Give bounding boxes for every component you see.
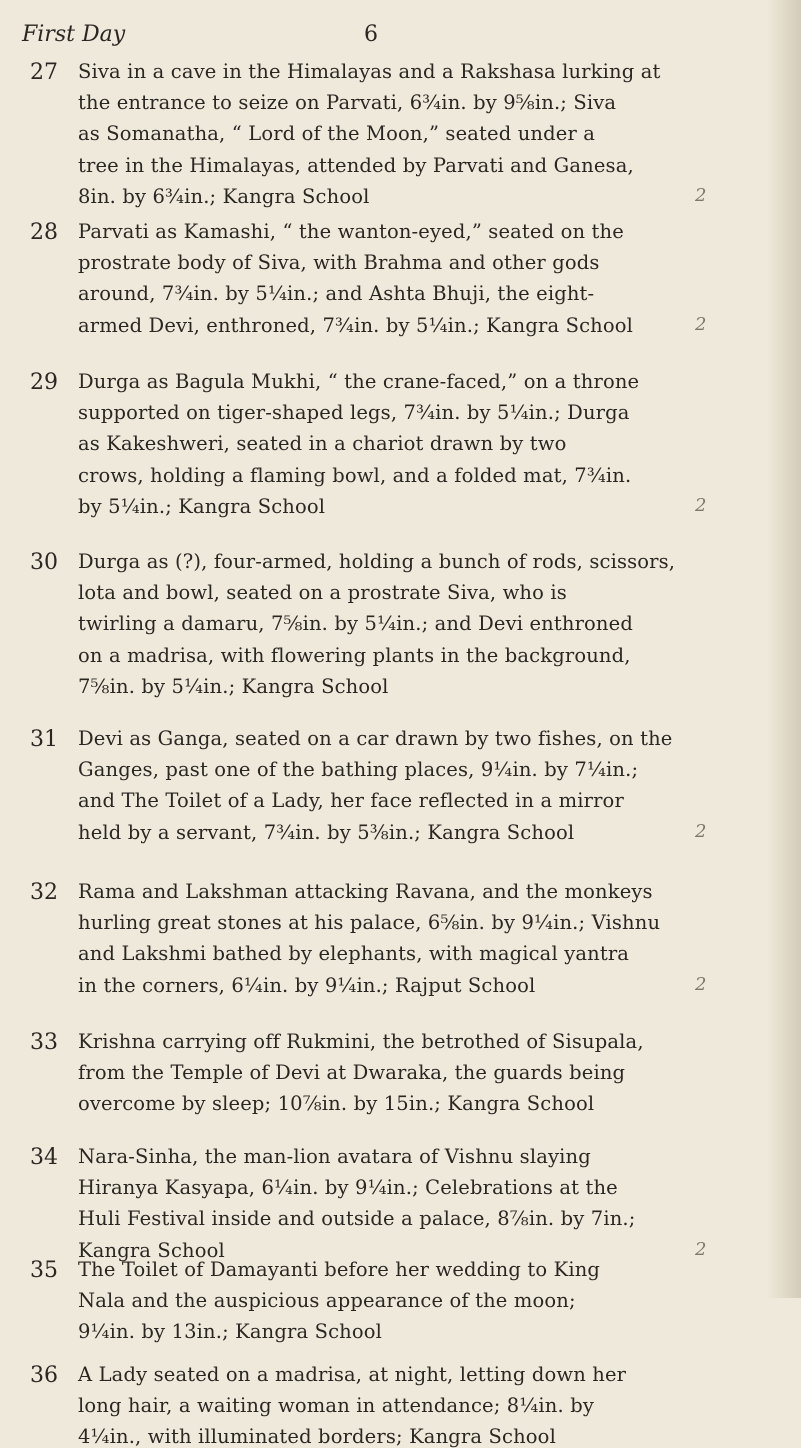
lot-count: 2 <box>695 313 707 335</box>
lot-number: 34 <box>30 1145 58 1170</box>
lot-number: 30 <box>30 550 58 575</box>
entry-line: on a madrisa, with flowering plants in the background, <box>78 643 631 667</box>
lot-number: 36 <box>30 1363 58 1388</box>
entry-line: Rama and Lakshman attacking Ravana, and the monkeys <box>78 880 653 903</box>
entry-line: Devi as Ganga, seated on a car drawn by two fishes, on the <box>78 727 673 750</box>
lot-count: 2 <box>695 1238 707 1260</box>
entry-line: supported on tiger-shaped legs, 7¾in. by 5¼in.; Durga <box>78 401 630 425</box>
entry-line: 7⅝in. by 5¼in.; Kangra School <box>78 674 389 698</box>
entry-line: A Lady seated on a madrisa, at night, letting down her <box>78 1363 627 1386</box>
entry-line: Parvati as Kamashi, “ the wanton-eyed,” seated on the <box>78 220 624 243</box>
entry-line: the entrance to seize on Parvati, 6¾in. by 9⅝in.; Siva <box>78 91 617 115</box>
entry-line: tree in the Himalayas, attended by Parvati and Ganesa, <box>78 153 634 177</box>
entry-line: as Kakeshweri, seated in a chariot drawn by two <box>78 432 567 456</box>
entry-line: as Somanatha, “ Lord of the Moon,” seated under a <box>78 122 596 146</box>
entry-line: 9¼in. by 13in.; Kangra School <box>78 1320 383 1344</box>
entry-line: and The Toilet of a Lady, her face reflected in a mirror <box>78 789 624 813</box>
lot-number: 31 <box>30 727 58 752</box>
entry-line: armed Devi, enthroned, 7¾in. by 5¼in.; Kangra School <box>78 313 634 337</box>
lot-number: 29 <box>30 370 58 395</box>
entry-line: overcome by sleep; 10⅞in. by 15in.; Kangra School <box>78 1092 595 1116</box>
lot-number: 32 <box>30 880 58 905</box>
entry-line: Kangra School <box>78 1238 225 1262</box>
entry-line: 4¼in., with illuminated borders; Kangra School <box>78 1425 556 1448</box>
entry-line: long hair, a waiting woman in attendance; 8¼in. by <box>78 1394 594 1418</box>
entry-line: Nara-Sinha, the man-lion avatara of Vishnu slaying <box>78 1145 591 1168</box>
page-number: 6 <box>364 22 378 47</box>
lot-number: 33 <box>30 1030 58 1055</box>
page-edge-shadow <box>767 0 801 1298</box>
entry-line: Durga as (?), four-armed, holding a bunch of rods, scissors, <box>78 550 676 573</box>
lot-count: 2 <box>695 973 707 995</box>
lot-count: 2 <box>695 184 707 206</box>
lot-number: 35 <box>30 1258 58 1283</box>
entry-line: Hiranya Kasyapa, 6¼in. by 9¼in.; Celebrations at the <box>78 1176 618 1200</box>
entry-line: crows, holding a flaming bowl, and a folded mat, 7¾in. <box>78 463 632 487</box>
entry-line: lota and bowl, seated on a prostrate Siva, who is <box>78 581 567 605</box>
entry-line: twirling a damaru, 7⅝in. by 5¼in.; and Devi enthroned <box>78 612 633 636</box>
entry-line: from the Temple of Devi at Dwaraka, the guards being <box>78 1061 626 1085</box>
lot-count: 2 <box>695 820 707 842</box>
entry-line: around, 7¾in. by 5¼in.; and Ashta Bhuji, the eight- <box>78 282 595 306</box>
lot-count: 2 <box>695 494 707 516</box>
lot-number: 28 <box>30 220 58 245</box>
page-title: First Day <box>22 22 126 47</box>
entry-line: Ganges, past one of the bathing places, 9¼in. by 7¼in.; <box>78 758 639 782</box>
entry-line: hurling great stones at his palace, 6⅝in. by 9¼in.; Vishnu <box>78 911 661 935</box>
entry-line: 8in. by 6¾in.; Kangra School <box>78 184 370 208</box>
entry-line: and Lakshmi bathed by elephants, with magical yantra <box>78 942 630 966</box>
lot-number: 27 <box>30 60 58 85</box>
page-header <box>22 22 722 62</box>
entry-line: in the corners, 6¼in. by 9¼in.; Rajput School <box>78 973 536 997</box>
entry-line: by 5¼in.; Kangra School <box>78 494 326 518</box>
entry-line: Nala and the auspicious appearance of the moon; <box>78 1289 576 1313</box>
entry-line: Krishna carrying off Rukmini, the betrothed of Sisupala, <box>78 1030 644 1053</box>
entry-line: held by a servant, 7¾in. by 5⅜in.; Kangra School <box>78 820 575 844</box>
entry-line: Huli Festival inside and outside a palace, 8⅞in. by 7in.; <box>78 1207 636 1231</box>
entry-line: Durga as Bagula Mukhi, “ the crane-faced,” on a throne <box>78 370 640 393</box>
entry-line: The Toilet of Damayanti before her wedding to King <box>78 1258 601 1281</box>
entry-line: Siva in a cave in the Himalayas and a Rakshasa lurking at <box>78 60 661 83</box>
entry-line: prostrate body of Siva, with Brahma and other gods <box>78 251 600 275</box>
